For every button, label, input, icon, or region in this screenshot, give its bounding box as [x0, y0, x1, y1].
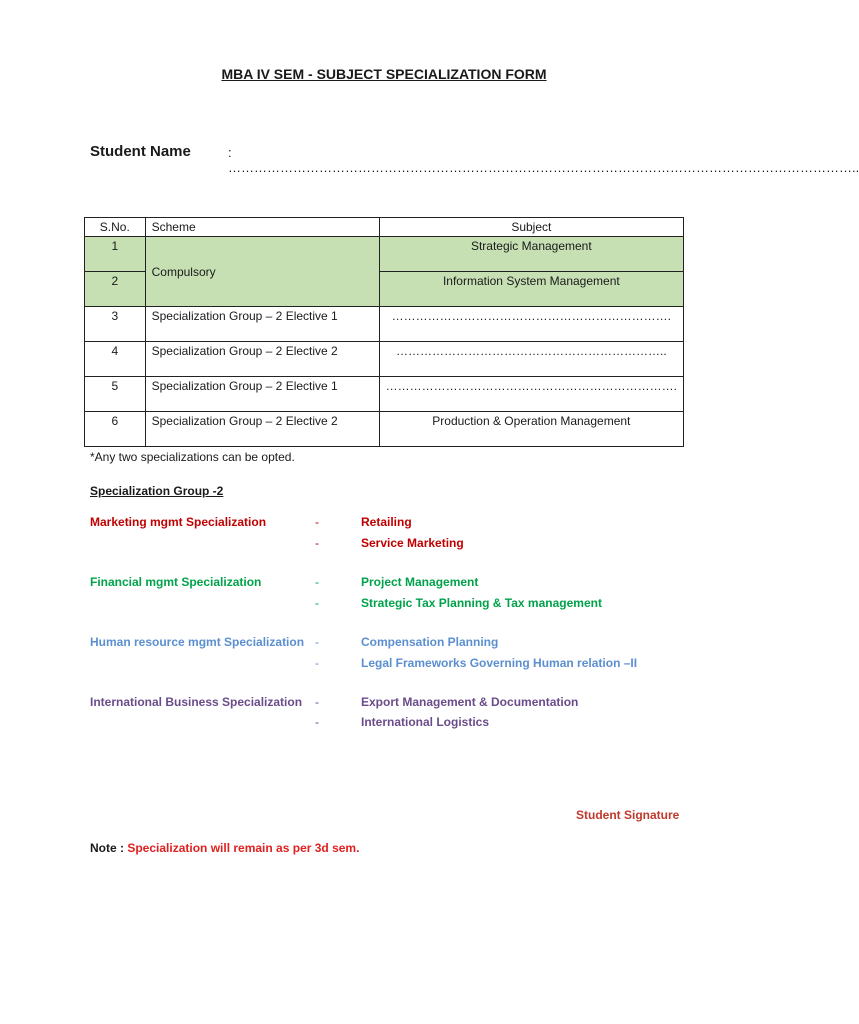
- table-row: [85, 307, 684, 342]
- course-item: Compensation Planning: [361, 635, 499, 649]
- dash: -: [315, 695, 319, 709]
- course-item: Service Marketing: [361, 536, 464, 550]
- specialization-table: [84, 217, 684, 447]
- dash: -: [315, 715, 319, 729]
- table-row: [85, 237, 684, 272]
- note-text: Specialization will remain as per 3d sem.: [127, 841, 360, 855]
- row-subject: Strategic Management: [379, 237, 683, 272]
- row-scheme: Specialization Group – 2 Elective 1: [145, 377, 379, 412]
- header-sno: S.No.: [85, 218, 146, 237]
- spec-name: Human resource mgmt Specialization: [90, 635, 305, 649]
- student-name-label: Student Name: [90, 143, 191, 160]
- row-scheme: Compulsory: [145, 237, 379, 307]
- row-subject-field[interactable]: ……………………………………………………………….: [379, 377, 683, 412]
- row-scheme: Specialization Group – 2 Elective 1: [145, 307, 379, 342]
- course-item: Legal Frameworks Governing Human relation –II: [361, 656, 638, 670]
- course-item: International Logistics: [361, 715, 490, 729]
- dash: -: [315, 656, 319, 670]
- row-subject-field[interactable]: …………………………………………………………..: [379, 342, 683, 377]
- note-label: Note :: [90, 841, 128, 855]
- row-sno: 1: [85, 237, 146, 272]
- form-title: MBA IV SEM - SUBJECT SPECIALIZATION FORM: [221, 66, 547, 82]
- header-scheme: Scheme: [145, 218, 379, 237]
- row-subject: Production & Operation Management: [379, 412, 683, 447]
- note: [90, 841, 359, 855]
- row-subject: Information System Management: [379, 272, 683, 307]
- dash: -: [315, 635, 319, 649]
- table-row: [85, 377, 684, 412]
- row-scheme: Specialization Group – 2 Elective 2: [145, 342, 379, 377]
- table-footnote: *Any two specializations can be opted.: [90, 450, 295, 464]
- course-item: Export Management & Documentation: [361, 695, 579, 709]
- table-row: [85, 412, 684, 447]
- student-name-field[interactable]: : ………………………………………………………………………………………………………………………………..: [228, 145, 859, 175]
- row-sno: 3: [85, 307, 146, 342]
- row-sno: 6: [85, 412, 146, 447]
- dash: -: [315, 596, 319, 610]
- row-sno: 5: [85, 377, 146, 412]
- dash: -: [315, 575, 319, 589]
- row-subject-field[interactable]: …………………………………………………………….: [379, 307, 683, 342]
- row-sno: 2: [85, 272, 146, 307]
- course-item: Retailing: [361, 515, 412, 529]
- dash: -: [315, 515, 319, 529]
- spec-name: International Business Specialization: [90, 695, 303, 709]
- spec-name: Marketing mgmt Specialization: [90, 515, 267, 529]
- spec-name: Financial mgmt Specialization: [90, 575, 262, 589]
- table-row: [85, 342, 684, 377]
- course-item: Strategic Tax Planning & Tax management: [361, 596, 602, 610]
- header-subject: Subject: [379, 218, 683, 237]
- dash: -: [315, 536, 319, 550]
- row-sno: 4: [85, 342, 146, 377]
- student-signature: Student Signature: [576, 808, 680, 822]
- row-scheme: Specialization Group – 2 Elective 2: [145, 412, 379, 447]
- course-item: Project Management: [361, 575, 479, 589]
- group-heading: Specialization Group -2: [90, 484, 224, 498]
- table-header-row: [85, 218, 684, 237]
